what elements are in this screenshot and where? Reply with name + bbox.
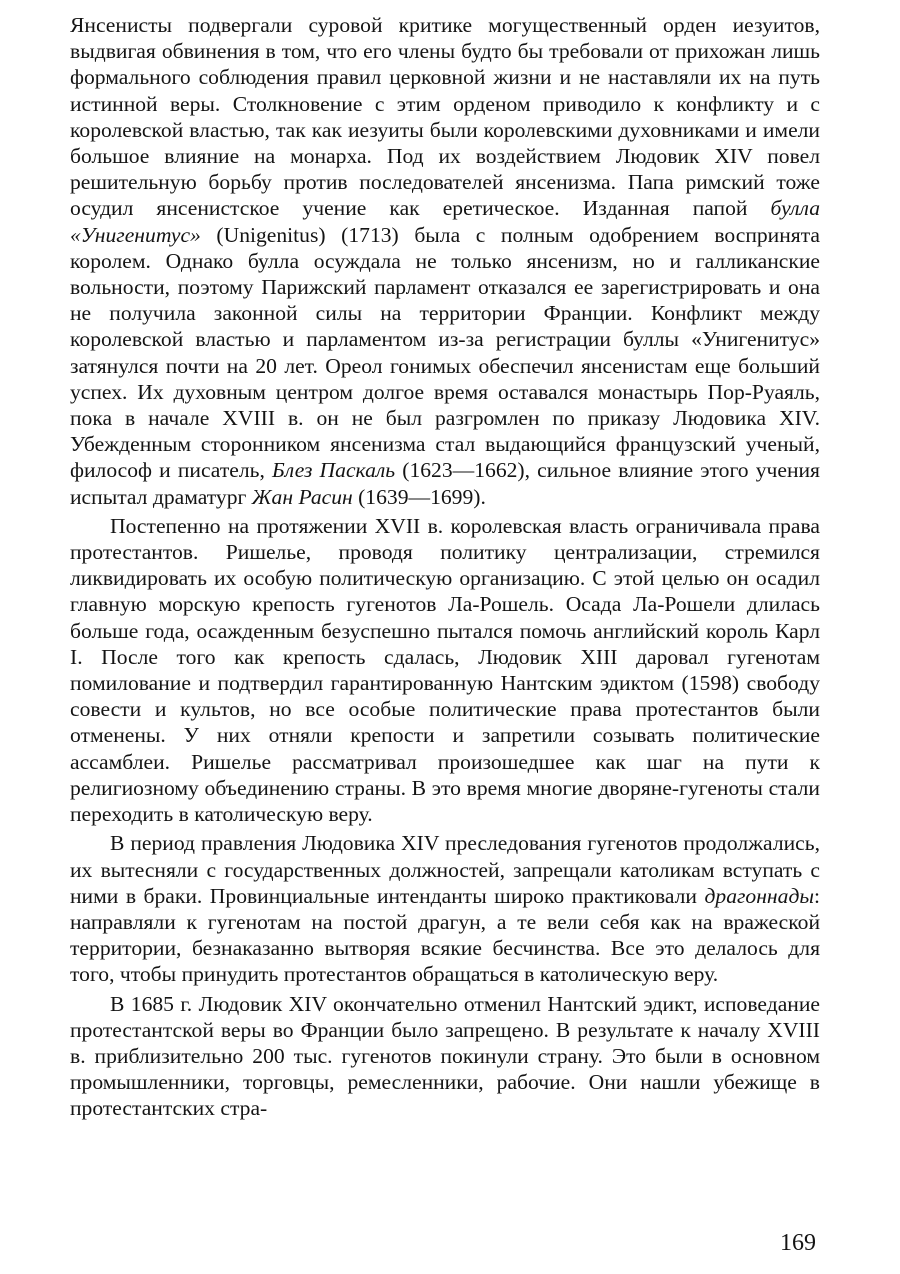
text-run: В 1685 г. Людовик XIV окончательно отменил Нантский эдикт, исповедание протестантской веры во Франции было запрещено. В результате к началу XVIII в. приблизительно 200 тыс. гугенотов покинули страну. Это были в основном промышленники, торговцы, ремесленники, рабочие. Они нашли убежище в протестантских стра- bbox=[70, 991, 820, 1121]
paragraph-edict-of-nantes-revoked bbox=[70, 991, 820, 1122]
text-run: Постепенно на протяжении XVII в. королевская власть ограничивала права протестантов. Ришелье, проводя политику централизации, стремился ликвидировать их особую политическую организацию. С этой целью он осадил главную морскую крепость гугенотов Ла-Рошель. Осада Ла-Рошели длилась больше года, осажденным безуспешно пытался помочь английский король Карл I. После того как крепость сдалась, Людовик XIII даровал гугенотам помилование и подтвердил гарантированную Нантским эдиктом (1598) свободу совести и культов, но все особые политические права протестантов были отменены. У них отняли крепости и запретили созывать политические ассамблеи. Ришелье рассматривал произошедшее как шаг на пути к религиозному объединению страны. В это время многие дворяне-гугеноты стали переходить в католическую веру. bbox=[70, 513, 820, 827]
italic-term: Блез Паскаль bbox=[272, 458, 396, 483]
page-number: 169 bbox=[780, 1230, 816, 1256]
text-run: (1639—1699). bbox=[352, 484, 486, 509]
paragraph-dragonnades bbox=[70, 830, 820, 987]
italic-term: булла «Унигенитус» bbox=[70, 196, 820, 247]
text-run: : направляли к гугенотам на постой драгун, а те вели себя как на вражеской территории, безнаказанно вытворяя всякие бесчинства. Все это делалось для того, чтобы принудить протестантов обращаться в католическую веру. bbox=[70, 883, 820, 987]
text-run: (Unigenitus) (1713) была с полным одобрением воспринята королем. Однако булла осуждала не только янсенизм, но и галликанские вольности, поэтому Парижский парламент отказался ее зарегистрировать и она не получила законной силы на территории Франции. Конфликт между королевской властью и парламентом из-за регистрации буллы «Унигенитус» затянулся почти на 20 лет. Ореол гонимых обеспечил янсенистам еще больший успех. Их духовным центром долгое время оставался монастырь Пор-Руаяль, пока в начале XVIII в. он не был разгромлен по приказу Людовика XIV. Убежденным сторонником янсенизма стал выдающийся французский ученый, философ и писатель, bbox=[70, 222, 820, 483]
paragraph-jansenists bbox=[70, 12, 820, 510]
text-run: В период правления Людовика XIV преследования гугенотов продолжались, их вытесняли с государственных должностей, запрещали католикам вступать с ними в браки. Провинциальные интенданты широко практиковали bbox=[70, 831, 820, 908]
paragraph-protestants-richelieu bbox=[70, 513, 820, 827]
italic-term: Жан Расин bbox=[251, 484, 353, 509]
text-run: (1623—1662), сильное влияние этого учения испытал драматург bbox=[70, 458, 820, 509]
page-body bbox=[70, 12, 820, 1122]
italic-term: драгоннады bbox=[704, 883, 814, 908]
text-run: Янсенисты подвергали суровой критике могущественный орден иезуитов, выдвигая обвинения в том, что его члены будто бы требовали от прихожан лишь формального соблюдения правил церковной жизни и не наставляли их на путь истинной веры. Столкновение с этим орденом приводило к конфликту и с королевской властью, так как иезуиты были королевскими духовниками и имели большое влияние на монарха. Под их воздействием Людовик XIV повел решительную борьбу против последователей янсенизма. Папа римский тоже осудил янсенистское учение как еретическое. Изданная папой bbox=[70, 13, 820, 221]
